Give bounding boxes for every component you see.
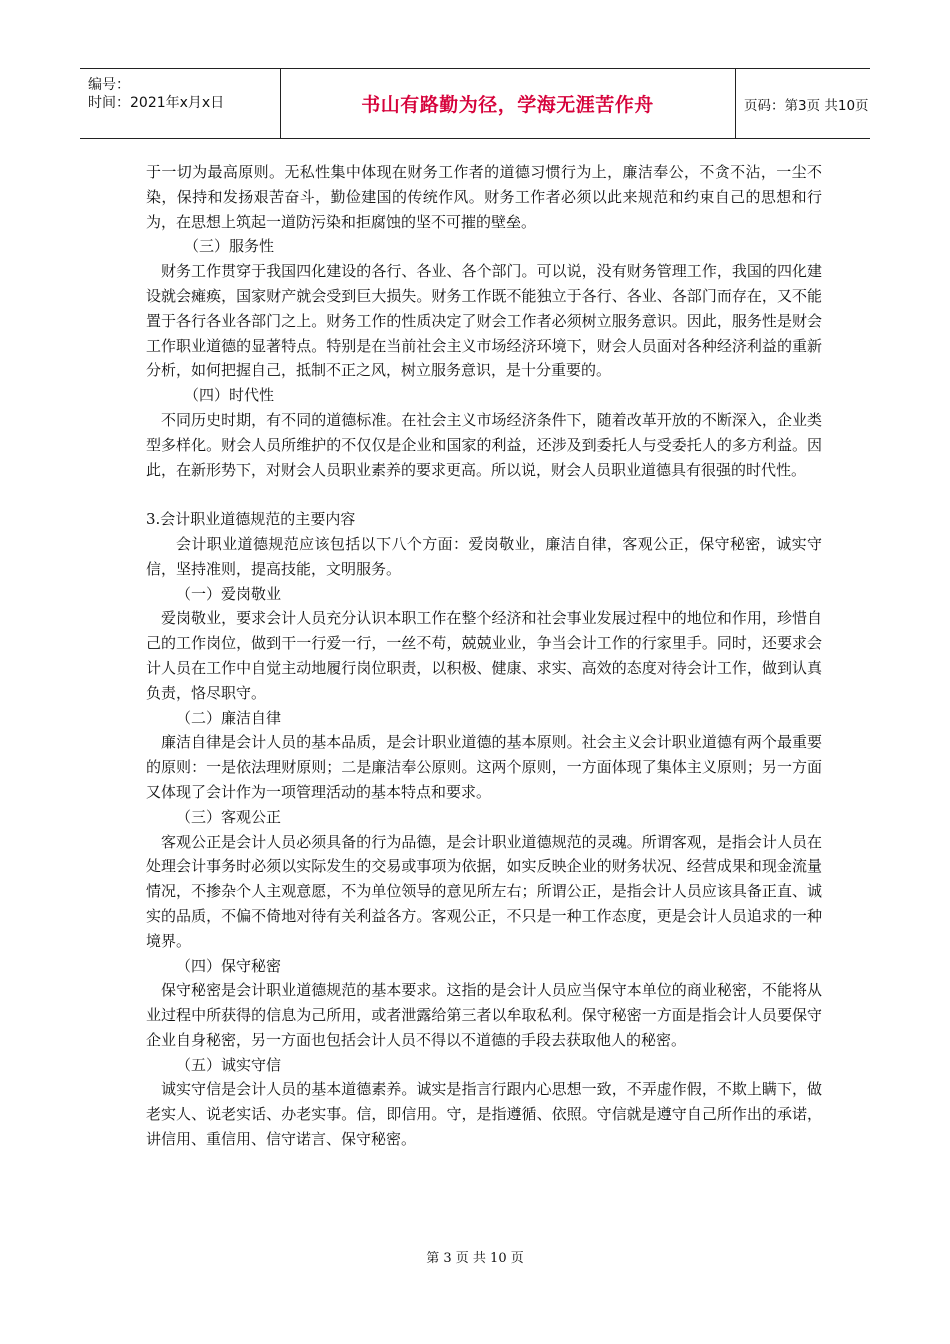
section-heading: （四）保守秘密 bbox=[176, 956, 282, 975]
section-heading: （二）廉洁自律 bbox=[176, 708, 282, 727]
body-paragraph: 不同历史时期，有不同的道德标准。在社会主义市场经济条件下，随着改革开放的不断深入，企业类型多样化。财会人员所维护的不仅仅是企业和国家的利益，还涉及到委托人与受委托人的多方利益。因此，在新形势下，对财会人员职业素养的要求更高。所以说，财会人员职业道德具有很强的时代性。 bbox=[146, 410, 822, 479]
section-heading: （三）客观公正 bbox=[176, 807, 282, 826]
body-paragraph: 会计职业道德规范应该包括以下八个方面：爱岗敬业，廉洁自律，客观公正，保守秘密，诚实守信，坚持准则，提高技能，文明服务。 bbox=[146, 534, 822, 578]
body-paragraph: 客观公正是会计人员必须具备的行为品德，是会计职业道德规范的灵魂。所谓客观，是指会计人员在处理会计事务时必须以实际发生的交易或事项为依据，如实反映企业的财务状况、经营成果和现金流量情况，不掺杂个人主观意愿，不为单位领导的意见所左右；所谓公正，是指会计人员应该具备正直、诚实的品质，不偏不倚地对待有关利益各方。客观公正，不只是一种工作态度，更是会计人员追求的一种境界。 bbox=[146, 832, 822, 950]
page-footer: 第 3 页 共 10 页 bbox=[426, 1251, 524, 1266]
section-heading: （四）时代性 bbox=[184, 386, 275, 405]
document-body bbox=[146, 160, 822, 1152]
body-paragraph: 廉洁自律是会计人员的基本品质，是会计职业道德的基本原则。社会主义会计职业道德有两个最重要的原则：一是依法理财原则；二是廉洁奉公原则。这两个原则，一方面体现了集体主义原则；另一方面又体现了会计作为一项管理活动的基本特点和要求。 bbox=[146, 733, 822, 801]
header-motto-cell bbox=[280, 69, 736, 138]
section-heading: （三）服务性 bbox=[184, 237, 275, 256]
section-heading: （五）诚实守信 bbox=[176, 1055, 282, 1074]
header-page-cell bbox=[736, 69, 870, 138]
document-number-label: 编号： bbox=[88, 77, 130, 93]
document-date-label: 时间：2021年x月x日 bbox=[88, 95, 225, 111]
body-paragraph: 诚实守信是会计人员的基本道德素养。诚实是指言行跟内心思想一致，不弄虚作假，不欺上瞒下，做老实人、说老实话、办老实事。信，即信用。守，是指遵循、依照。守信就是遵守自己所作出的承诺，讲信用、重信用、信守诺言、保守秘密。 bbox=[146, 1080, 822, 1149]
page-header-table bbox=[80, 68, 870, 139]
body-paragraph: 保守秘密是会计职业道德规范的基本要求。这指的是会计人员应当保守本单位的商业秘密，不能将从业过程中所获得的信息为己所用，或者泄露给第三者以牟取私利。保守秘密一方面是指会计人员要保守企业自身秘密，另一方面也包括会计人员不得以不道德的手段去获取他人的秘密。 bbox=[146, 981, 822, 1049]
section-heading: （一）爱岗敬业 bbox=[176, 584, 282, 603]
header-motto: 书山有路勤为径，学海无涯苦作舟 bbox=[361, 94, 654, 116]
chapter-heading: 3.会计职业道德规范的主要内容 bbox=[146, 510, 356, 529]
header-page-info: 页码：第3页 共10页 bbox=[744, 97, 869, 114]
header-meta-cell bbox=[80, 69, 281, 138]
body-paragraph: 爱岗敬业，要求会计人员充分认识本职工作在整个经济和社会事业发展过程中的地位和作用，珍惜自己的工作岗位，做到干一行爱一行，一丝不苟，兢兢业业，争当会计工作的行家里手。同时，还要求会计人员在工作中自觉主动地履行岗位职责，以积极、健康、求实、高效的态度对待会计工作，做到认真负责，恪尽职守。 bbox=[146, 609, 822, 702]
body-paragraph: 财务工作贯穿于我国四化建设的各行、各业、各个部门。可以说，没有财务管理工作，我国的四化建设就会瘫痪，国家财产就会受到巨大损失。财务工作既不能独立于各行、各业、各部门而存在，又不能置于各行各业各部门之上。财务工作的性质决定了财会工作者必须树立服务意识。因此，服务性是财会工作职业道德的显著特点。特别是在当前社会主义市场经济环境下，财会人员面对各种经济利益的重新分析，如何把握自己，抵制不正之风，树立服务意识，是十分重要的。 bbox=[146, 262, 822, 380]
body-paragraph: 于一切为最高原则。无私性集中体现在财务工作者的道德习惯行为上，廉洁奉公，不贪不沾，一尘不染，保持和发扬艰苦奋斗，勤俭建国的传统作风。财务工作者必须以此来规范和约束自己的思想和行为，在思想上筑起一道防污染和拒腐蚀的坚不可摧的壁垒。 bbox=[146, 163, 822, 231]
blank-line bbox=[146, 482, 822, 507]
